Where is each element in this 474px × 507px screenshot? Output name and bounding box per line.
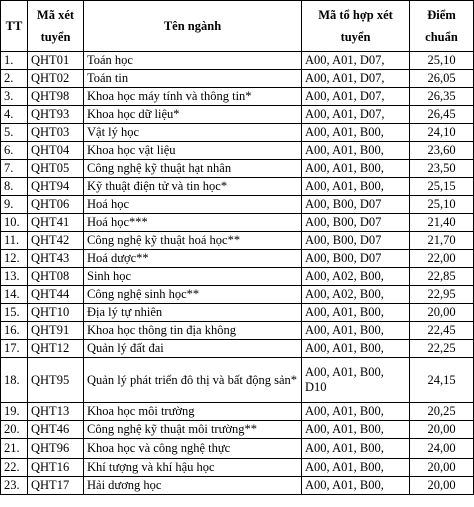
header-code: Mã xét tuyển	[28, 1, 84, 52]
major-code: QHT95	[28, 358, 84, 403]
subject-combination: A00, B00, D07	[302, 232, 410, 250]
subject-combination: A00, A01, B00,	[302, 178, 410, 196]
cutoff-score: 26,45	[410, 106, 474, 124]
row-number: 22.	[1, 459, 28, 477]
cutoff-score: 22,45	[410, 322, 474, 340]
table-row	[1, 322, 474, 340]
header-major: Tên ngành	[84, 1, 302, 52]
table-body	[1, 52, 474, 495]
row-number: 11.	[1, 232, 28, 250]
major-code: QHT91	[28, 322, 84, 340]
major-name: Sinh học	[84, 268, 302, 286]
table-row	[1, 250, 474, 268]
cutoff-score: 25,10	[410, 196, 474, 214]
major-code: QHT96	[28, 439, 84, 459]
cutoff-score: 22,85	[410, 268, 474, 286]
table-row	[1, 124, 474, 142]
table-row	[1, 142, 474, 160]
cutoff-score: 21,40	[410, 214, 474, 232]
table-row	[1, 88, 474, 106]
table-row	[1, 106, 474, 124]
major-code: QHT10	[28, 304, 84, 322]
subject-combination: A00, B00, D07	[302, 196, 410, 214]
table-row	[1, 421, 474, 439]
major-code: QHT01	[28, 52, 84, 70]
major-code: QHT94	[28, 178, 84, 196]
cutoff-score: 22,25	[410, 340, 474, 358]
major-name: Quản lý phát triển đô thị và bất động sản*	[84, 358, 302, 403]
major-code: QHT05	[28, 160, 84, 178]
table-row	[1, 439, 474, 459]
row-number: 7.	[1, 160, 28, 178]
row-number: 3.	[1, 88, 28, 106]
table-row	[1, 459, 474, 477]
table-row	[1, 340, 474, 358]
row-number: 2.	[1, 70, 28, 88]
row-number: 10.	[1, 214, 28, 232]
row-number: 18.	[1, 358, 28, 403]
row-number: 15.	[1, 304, 28, 322]
table-row	[1, 358, 474, 403]
row-number: 17.	[1, 340, 28, 358]
row-number: 6.	[1, 142, 28, 160]
major-code: QHT41	[28, 214, 84, 232]
major-name: Hoá học***	[84, 214, 302, 232]
major-name: Kỹ thuật điện tử và tin học*	[84, 178, 302, 196]
table-row	[1, 477, 474, 495]
table-row	[1, 52, 474, 70]
subject-combination: A00, A01, B00,	[302, 142, 410, 160]
major-name: Địa lý tự nhiên	[84, 304, 302, 322]
major-name: Khoa học dữ liệu*	[84, 106, 302, 124]
major-code: QHT93	[28, 106, 84, 124]
cutoff-score: 24,10	[410, 124, 474, 142]
table-row	[1, 304, 474, 322]
cutoff-score: 24,15	[410, 358, 474, 403]
row-number: 1.	[1, 52, 28, 70]
major-code: QHT04	[28, 142, 84, 160]
subject-combination: A00, B00, D07	[302, 250, 410, 268]
cutoff-score: 20,00	[410, 477, 474, 495]
row-number: 19.	[1, 403, 28, 421]
cutoff-score: 23,60	[410, 142, 474, 160]
row-number: 16.	[1, 322, 28, 340]
row-number: 14.	[1, 286, 28, 304]
row-number: 5.	[1, 124, 28, 142]
row-number: 20.	[1, 421, 28, 439]
header-tt: TT	[1, 1, 28, 52]
major-name: Công nghệ kỹ thuật môi trường**	[84, 421, 302, 439]
row-number: 13.	[1, 268, 28, 286]
major-name: Khoa học vật liệu	[84, 142, 302, 160]
table-row	[1, 196, 474, 214]
major-name: Quản lý đất đai	[84, 340, 302, 358]
major-name: Khoa học và công nghệ thực	[84, 439, 302, 459]
row-number: 4.	[1, 106, 28, 124]
subject-combination: A00, A01, D07,	[302, 106, 410, 124]
cutoff-score: 20,25	[410, 403, 474, 421]
major-code: QHT13	[28, 403, 84, 421]
major-name: Khoa học môi trường	[84, 403, 302, 421]
major-name: Khoa học thông tin địa không	[84, 322, 302, 340]
subject-combination: A00, A01, B00,	[302, 439, 410, 459]
major-name: Hải dương học	[84, 477, 302, 495]
subject-combination: A00, A01, D07,	[302, 88, 410, 106]
table-row	[1, 232, 474, 250]
major-name: Toán tin	[84, 70, 302, 88]
header-combo: Mã tổ hợp xét tuyển	[302, 1, 410, 52]
cutoff-score: 23,50	[410, 160, 474, 178]
header-score: Điểm chuẩn	[410, 1, 474, 52]
major-code: QHT42	[28, 232, 84, 250]
subject-combination: A00, A01, B00,	[302, 477, 410, 495]
cutoff-score: 26,05	[410, 70, 474, 88]
subject-combination: A00, A02, B00,	[302, 286, 410, 304]
table-row	[1, 214, 474, 232]
subject-combination: A00, A01, B00,	[302, 459, 410, 477]
major-name: Công nghệ kỹ thuật hoá học**	[84, 232, 302, 250]
subject-combination: A00, A01, B00,	[302, 124, 410, 142]
major-code: QHT08	[28, 268, 84, 286]
cutoff-score: 20,00	[410, 459, 474, 477]
row-number: 23.	[1, 477, 28, 495]
major-code: QHT16	[28, 459, 84, 477]
subject-combination: A00, A01, B00,	[302, 160, 410, 178]
table-row	[1, 70, 474, 88]
subject-combination: A00, A01, B00,	[302, 421, 410, 439]
major-code: QHT43	[28, 250, 84, 268]
row-number: 8.	[1, 178, 28, 196]
table-row	[1, 286, 474, 304]
subject-combination: A00, A01, B00, D10	[302, 358, 410, 403]
cutoff-score: 20,00	[410, 421, 474, 439]
table-row	[1, 403, 474, 421]
subject-combination: A00, A01, D07,	[302, 70, 410, 88]
subject-combination: A00, A01, B00,	[302, 322, 410, 340]
cutoff-score: 25,15	[410, 178, 474, 196]
row-number: 21.	[1, 439, 28, 459]
cutoff-score: 25,10	[410, 52, 474, 70]
cutoff-score: 21,70	[410, 232, 474, 250]
subject-combination: A00, A01, B00,	[302, 340, 410, 358]
major-code: QHT44	[28, 286, 84, 304]
table-row	[1, 178, 474, 196]
subject-combination: A00, A01, B00,	[302, 304, 410, 322]
subject-combination: A00, A01, D07,	[302, 52, 410, 70]
major-code: QHT12	[28, 340, 84, 358]
table-row	[1, 160, 474, 178]
major-code: QHT03	[28, 124, 84, 142]
major-code: QHT17	[28, 477, 84, 495]
major-name: Hoá dược**	[84, 250, 302, 268]
cutoff-score: 20,00	[410, 304, 474, 322]
cutoff-score: 22,95	[410, 286, 474, 304]
subject-combination: A00, B00, D07	[302, 214, 410, 232]
major-name: Hoá học	[84, 196, 302, 214]
row-number: 9.	[1, 196, 28, 214]
major-name: Vật lý học	[84, 124, 302, 142]
subject-combination: A00, A01, B00,	[302, 403, 410, 421]
major-name: Khí tượng và khí hậu học	[84, 459, 302, 477]
major-name: Công nghệ kỹ thuật hạt nhân	[84, 160, 302, 178]
major-code: QHT02	[28, 70, 84, 88]
cutoff-score: 24,00	[410, 439, 474, 459]
cutoff-score: 22,00	[410, 250, 474, 268]
table-header-row	[1, 1, 474, 52]
major-code: QHT46	[28, 421, 84, 439]
subject-combination: A00, A02, B00,	[302, 268, 410, 286]
major-code: QHT98	[28, 88, 84, 106]
major-name: Toán học	[84, 52, 302, 70]
row-number: 12.	[1, 250, 28, 268]
table-row	[1, 268, 474, 286]
cutoff-score: 26,35	[410, 88, 474, 106]
major-code: QHT06	[28, 196, 84, 214]
major-name: Công nghệ sinh học**	[84, 286, 302, 304]
major-name: Khoa học máy tính và thông tin*	[84, 88, 302, 106]
